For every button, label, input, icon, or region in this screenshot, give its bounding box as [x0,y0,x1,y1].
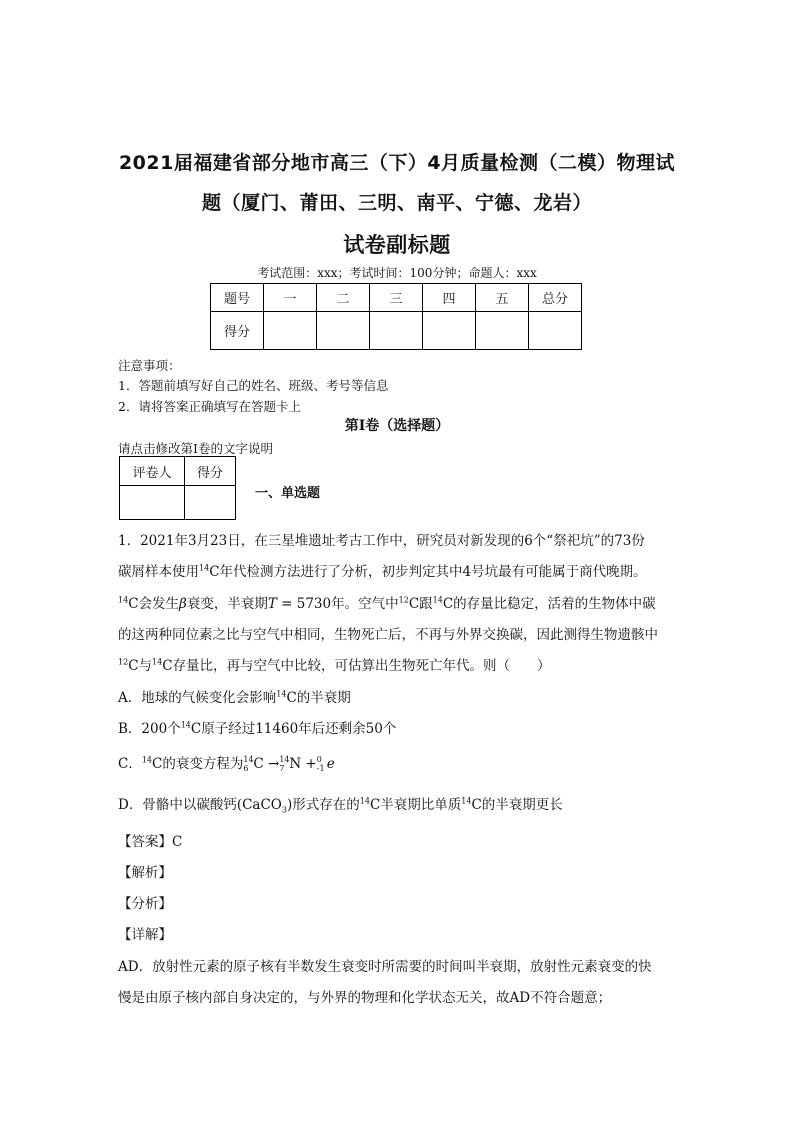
mass-number: 14 [243,754,254,764]
part-title: 一、单选题 [255,486,321,501]
notice-item: 1．答题前填写好自己的姓名、班级、考号等信息 [118,378,389,393]
exam-title-line1: 2021届福建省部分地市高三（下）4月质量检测（二模）物理试 [118,152,676,174]
detail-line: 慢是由原子核内部自身决定的，与外界的物理和化学状态无关，故AD不符合题意； [118,990,612,1006]
mass-number: 14 [180,720,191,730]
mass-number: 14 [118,595,129,605]
exam-subtitle: 试卷副标题 [343,233,451,257]
text: C会发生 [128,596,180,612]
notice-heading: 注意事项： [118,358,181,373]
option-a [118,686,351,706]
nuclide-notation [279,754,290,773]
score-blank-cell [529,312,582,350]
grader-header-row [120,457,236,486]
section-description: 请点击修改第I卷的文字说明 [118,441,273,456]
text: C． [118,756,142,772]
text: C原子经过11460年后还剩余50个 [190,721,397,737]
score-cell: 五 [476,284,529,312]
text: C跟 [408,596,433,612]
option-b [118,717,396,737]
option-c [118,752,335,772]
grader-table [119,456,236,520]
mass-number: 12 [398,595,409,605]
text: = 5730年。空气中 [276,596,399,612]
text: C的存量比稳定，活着的生物体中碳 [442,596,656,612]
question-line [118,560,647,580]
nuclide-notation [243,754,254,773]
question-line: 1．2021年3月23日，在三星堆遗址考古工作中，研究员对新发现的6个“祭祀坑”的73份 [118,533,645,549]
question-line: 的这两种同位素之比与空气中相同，生物死亡后，不再与外界交换碳，因此测得生物遗骸中 [118,627,658,643]
answer-line: 【答案】C [118,834,183,850]
score-blank-cell [317,312,370,350]
score-table-score-row [211,312,582,350]
text: )形式存在的 [286,797,360,813]
question-line [118,654,551,674]
text: N + [289,756,317,772]
mass-number: 14 [141,755,153,765]
mass-number: 0 [316,754,322,764]
score-blank-cell [476,312,529,350]
text: B．200个 [118,721,181,737]
option-d [118,793,563,813]
score-cell: 总分 [529,284,582,312]
score-cell: 四 [423,284,476,312]
beta-symbol: β [179,596,187,612]
atomic-number: -1 [316,763,325,773]
score-cell: 一 [264,284,317,312]
mass-number: 14 [276,689,287,699]
grader-blank-cell [185,486,236,520]
mass-number: 14 [199,563,210,573]
nuclide-notation [316,754,327,773]
text: C半衰期比单质 [369,797,462,813]
text: C的半衰期 [286,690,351,706]
analysis-heading: 【分析】 [118,896,172,912]
grader-cell: 评卷人 [120,457,185,486]
analysis-heading: 【解析】 [118,865,172,881]
mass-number: 14 [279,754,290,764]
electron-symbol: e [326,756,335,772]
detail-line: AD．放射性元素的原子核有半数发生衰变时所需要的时间叫半衰期，放射性元素衰变的快 [118,959,652,975]
text: C年代检测方法进行了分析，初步判定其中4号坑最有可能属于商代晚期。 [209,564,647,580]
text: D．骨骼中以碳酸钙(CaCO [118,797,282,813]
score-cell: 得分 [211,312,264,350]
exam-title-line2: 题（厦门、莆田、三明、南平、宁德、龙岩） [201,192,592,214]
subscript: 3 [281,805,287,815]
period-symbol: T [267,596,277,612]
score-cell: 题号 [211,284,264,312]
notice-item: 2．请将答案正确填写在答题卡上 [118,399,301,414]
text: C存量比，再与空气中比较，可估算出生物死亡年代。则（ ） [162,658,551,674]
mass-number: 14 [432,595,443,605]
text: C的衰变方程为 [152,756,244,772]
score-table-header-row [211,284,582,312]
grader-blank-cell [120,486,185,520]
detail-heading: 【详解】 [118,927,172,943]
score-cell: 二 [317,284,370,312]
mass-number: 14 [461,796,472,806]
question-line [118,592,656,612]
section-title: 第I卷（选择题） [344,418,450,434]
text: C → [253,756,280,772]
mass-number: 14 [359,796,370,806]
text: C的半衰期更长 [471,797,563,813]
score-cell: 三 [370,284,423,312]
text: 碳屑样本使用 [118,564,199,580]
score-blank-cell [370,312,423,350]
score-table [210,283,582,350]
mass-number: 12 [118,657,129,667]
text: A．地球的气候变化会影响 [118,690,277,706]
score-blank-cell [264,312,317,350]
mass-number: 14 [152,657,163,667]
text: 衰变，半衰期 [186,596,268,612]
score-blank-cell [423,312,476,350]
exam-info: 考试范围：xxx；考试时间：100分钟；命题人：xxx [257,266,537,280]
grader-cell: 得分 [185,457,236,486]
text: C与 [128,658,153,674]
grader-blank-row [120,486,236,520]
atomic-number: 7 [279,763,285,773]
atomic-number: 6 [243,763,249,773]
